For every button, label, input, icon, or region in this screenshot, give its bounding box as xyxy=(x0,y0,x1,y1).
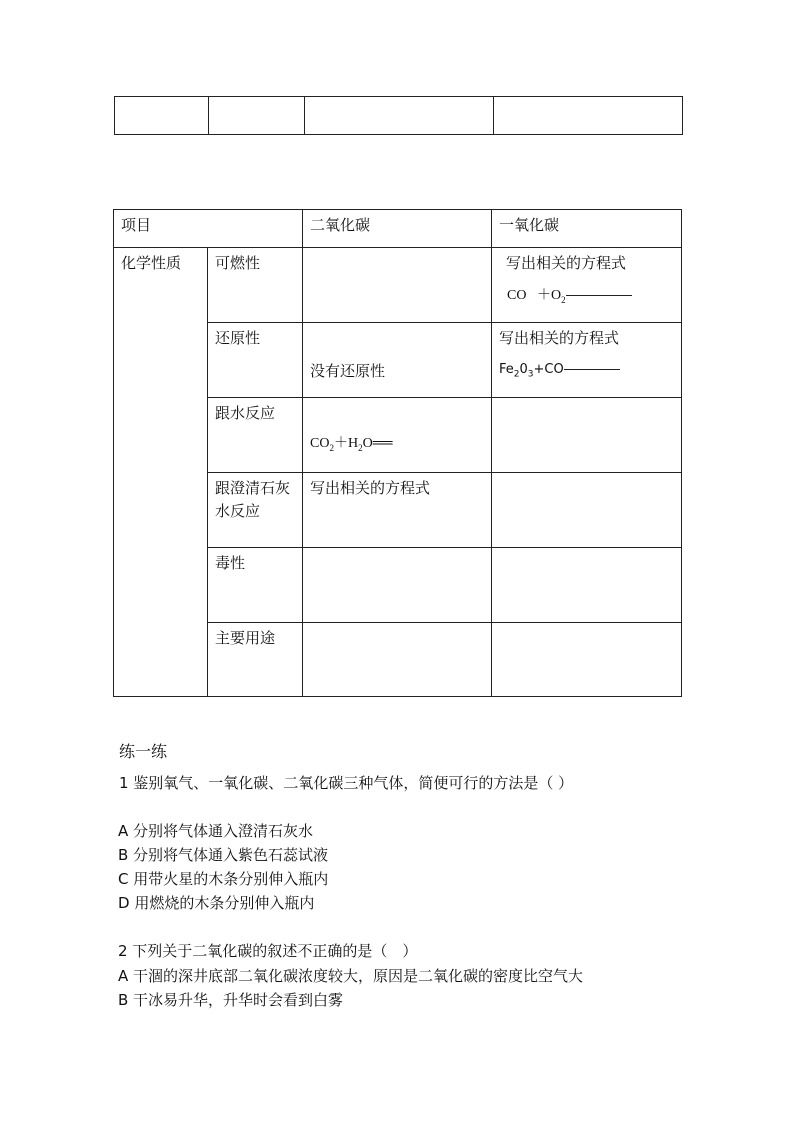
question-1: 1 鉴别氧气、一氧化碳、二氧化碳三种气体，简便可行的方法是（ ） xyxy=(119,774,574,792)
header-co2: 二氧化碳 xyxy=(310,216,371,234)
q2-option-b: B 干冰易升华，升华时会看到白雾 xyxy=(118,991,344,1009)
top-empty-table xyxy=(114,96,683,135)
table-cell xyxy=(115,97,209,135)
header-co-cell xyxy=(492,210,682,248)
row-label-main-uses: 主要用途 xyxy=(215,629,276,647)
table-cell xyxy=(305,97,494,135)
q1-option-c: C 用带火星的木条分别伸入瓶内 xyxy=(118,870,329,888)
table-row xyxy=(115,97,683,135)
table-cell xyxy=(494,97,683,135)
header-item-cell xyxy=(114,210,303,248)
formula-part: ＋O xyxy=(536,288,562,303)
table-cell xyxy=(209,97,305,135)
co2-water-equation xyxy=(303,398,491,455)
co2-reducibility-cell xyxy=(303,323,492,398)
formula-part: 0 xyxy=(519,362,528,377)
row-label-cell xyxy=(208,473,303,548)
co2-limewater-cell xyxy=(303,473,492,548)
table-header-row xyxy=(114,210,682,248)
co-combustibility-cell xyxy=(492,248,682,323)
q1-option-a: A 分别将气体通入澄清石灰水 xyxy=(118,822,314,840)
question-2: 2 下列关于二氧化碳的叙述不正确的是（ ） xyxy=(118,942,418,960)
co2-limewater-note: 写出相关的方程式 xyxy=(310,479,431,497)
co-limewater-cell xyxy=(492,473,682,548)
row-label-cell xyxy=(208,398,303,473)
table-row xyxy=(114,248,682,323)
formula-part: O══ xyxy=(362,436,393,451)
blank-line xyxy=(564,369,620,370)
row-label-toxicity: 毒性 xyxy=(215,554,246,572)
formula-subscript: 3 xyxy=(527,369,534,380)
row-label-cell xyxy=(208,248,303,323)
formula-subscript: 2 xyxy=(561,294,566,305)
formula-part: CO xyxy=(507,288,527,303)
q1-option-d: D 用燃烧的木条分别伸入瓶内 xyxy=(118,894,315,912)
co-uses-cell xyxy=(492,623,682,697)
co-combustibility-note: 写出相关的方程式 xyxy=(506,254,627,272)
formula-subscript: 2 xyxy=(329,442,334,453)
co-water-reaction-cell xyxy=(492,398,682,473)
row-label-combustibility: 可燃性 xyxy=(215,254,261,272)
blank-line xyxy=(566,295,632,296)
formula-part: CO xyxy=(310,436,330,451)
co2-combustibility-cell xyxy=(303,248,492,323)
formula-part: ＋H xyxy=(333,436,359,451)
row-label-limewater-reaction xyxy=(208,473,302,523)
formula-part: +CO xyxy=(533,362,564,377)
formula-subscript: 2 xyxy=(513,369,520,380)
co2-water-reaction-cell xyxy=(303,398,492,473)
row-label-water-reaction: 跟水反应 xyxy=(215,404,276,422)
exercise-heading: 练一练 xyxy=(119,742,168,761)
q1-option-b: B 分别将气体通入紫色石蕊试液 xyxy=(118,846,329,864)
header-co2-cell xyxy=(303,210,492,248)
row-label-reducibility: 还原性 xyxy=(215,329,261,347)
formula-subscript: 2 xyxy=(358,442,363,453)
co2-reducibility: 没有还原性 xyxy=(310,362,386,380)
co2-uses-cell xyxy=(303,623,492,697)
co-reduction-equation xyxy=(492,350,681,381)
co-reducibility-note: 写出相关的方程式 xyxy=(499,329,620,347)
label-line: 跟澄清石灰 xyxy=(215,479,291,497)
group-label-cell xyxy=(114,248,208,697)
co2-co-comparison-table xyxy=(113,209,682,697)
row-label-cell xyxy=(208,623,303,697)
co2-toxicity-cell xyxy=(303,548,492,623)
formula-part: Fe xyxy=(499,362,514,377)
row-label-cell xyxy=(208,323,303,398)
label-line: 水反应 xyxy=(215,502,261,520)
q2-option-a: A 干涸的深井底部二氧化碳浓度较大，原因是二氧化碳的密度比空气大 xyxy=(118,967,584,985)
group-label: 化学性质 xyxy=(121,254,182,272)
co-combustion-equation xyxy=(492,275,681,307)
co2-combustibility xyxy=(303,248,491,252)
row-label-cell xyxy=(208,548,303,623)
header-co: 一氧化碳 xyxy=(499,216,560,234)
header-item: 项目 xyxy=(121,216,152,234)
co-reducibility-cell xyxy=(492,323,682,398)
co-toxicity-cell xyxy=(492,548,682,623)
